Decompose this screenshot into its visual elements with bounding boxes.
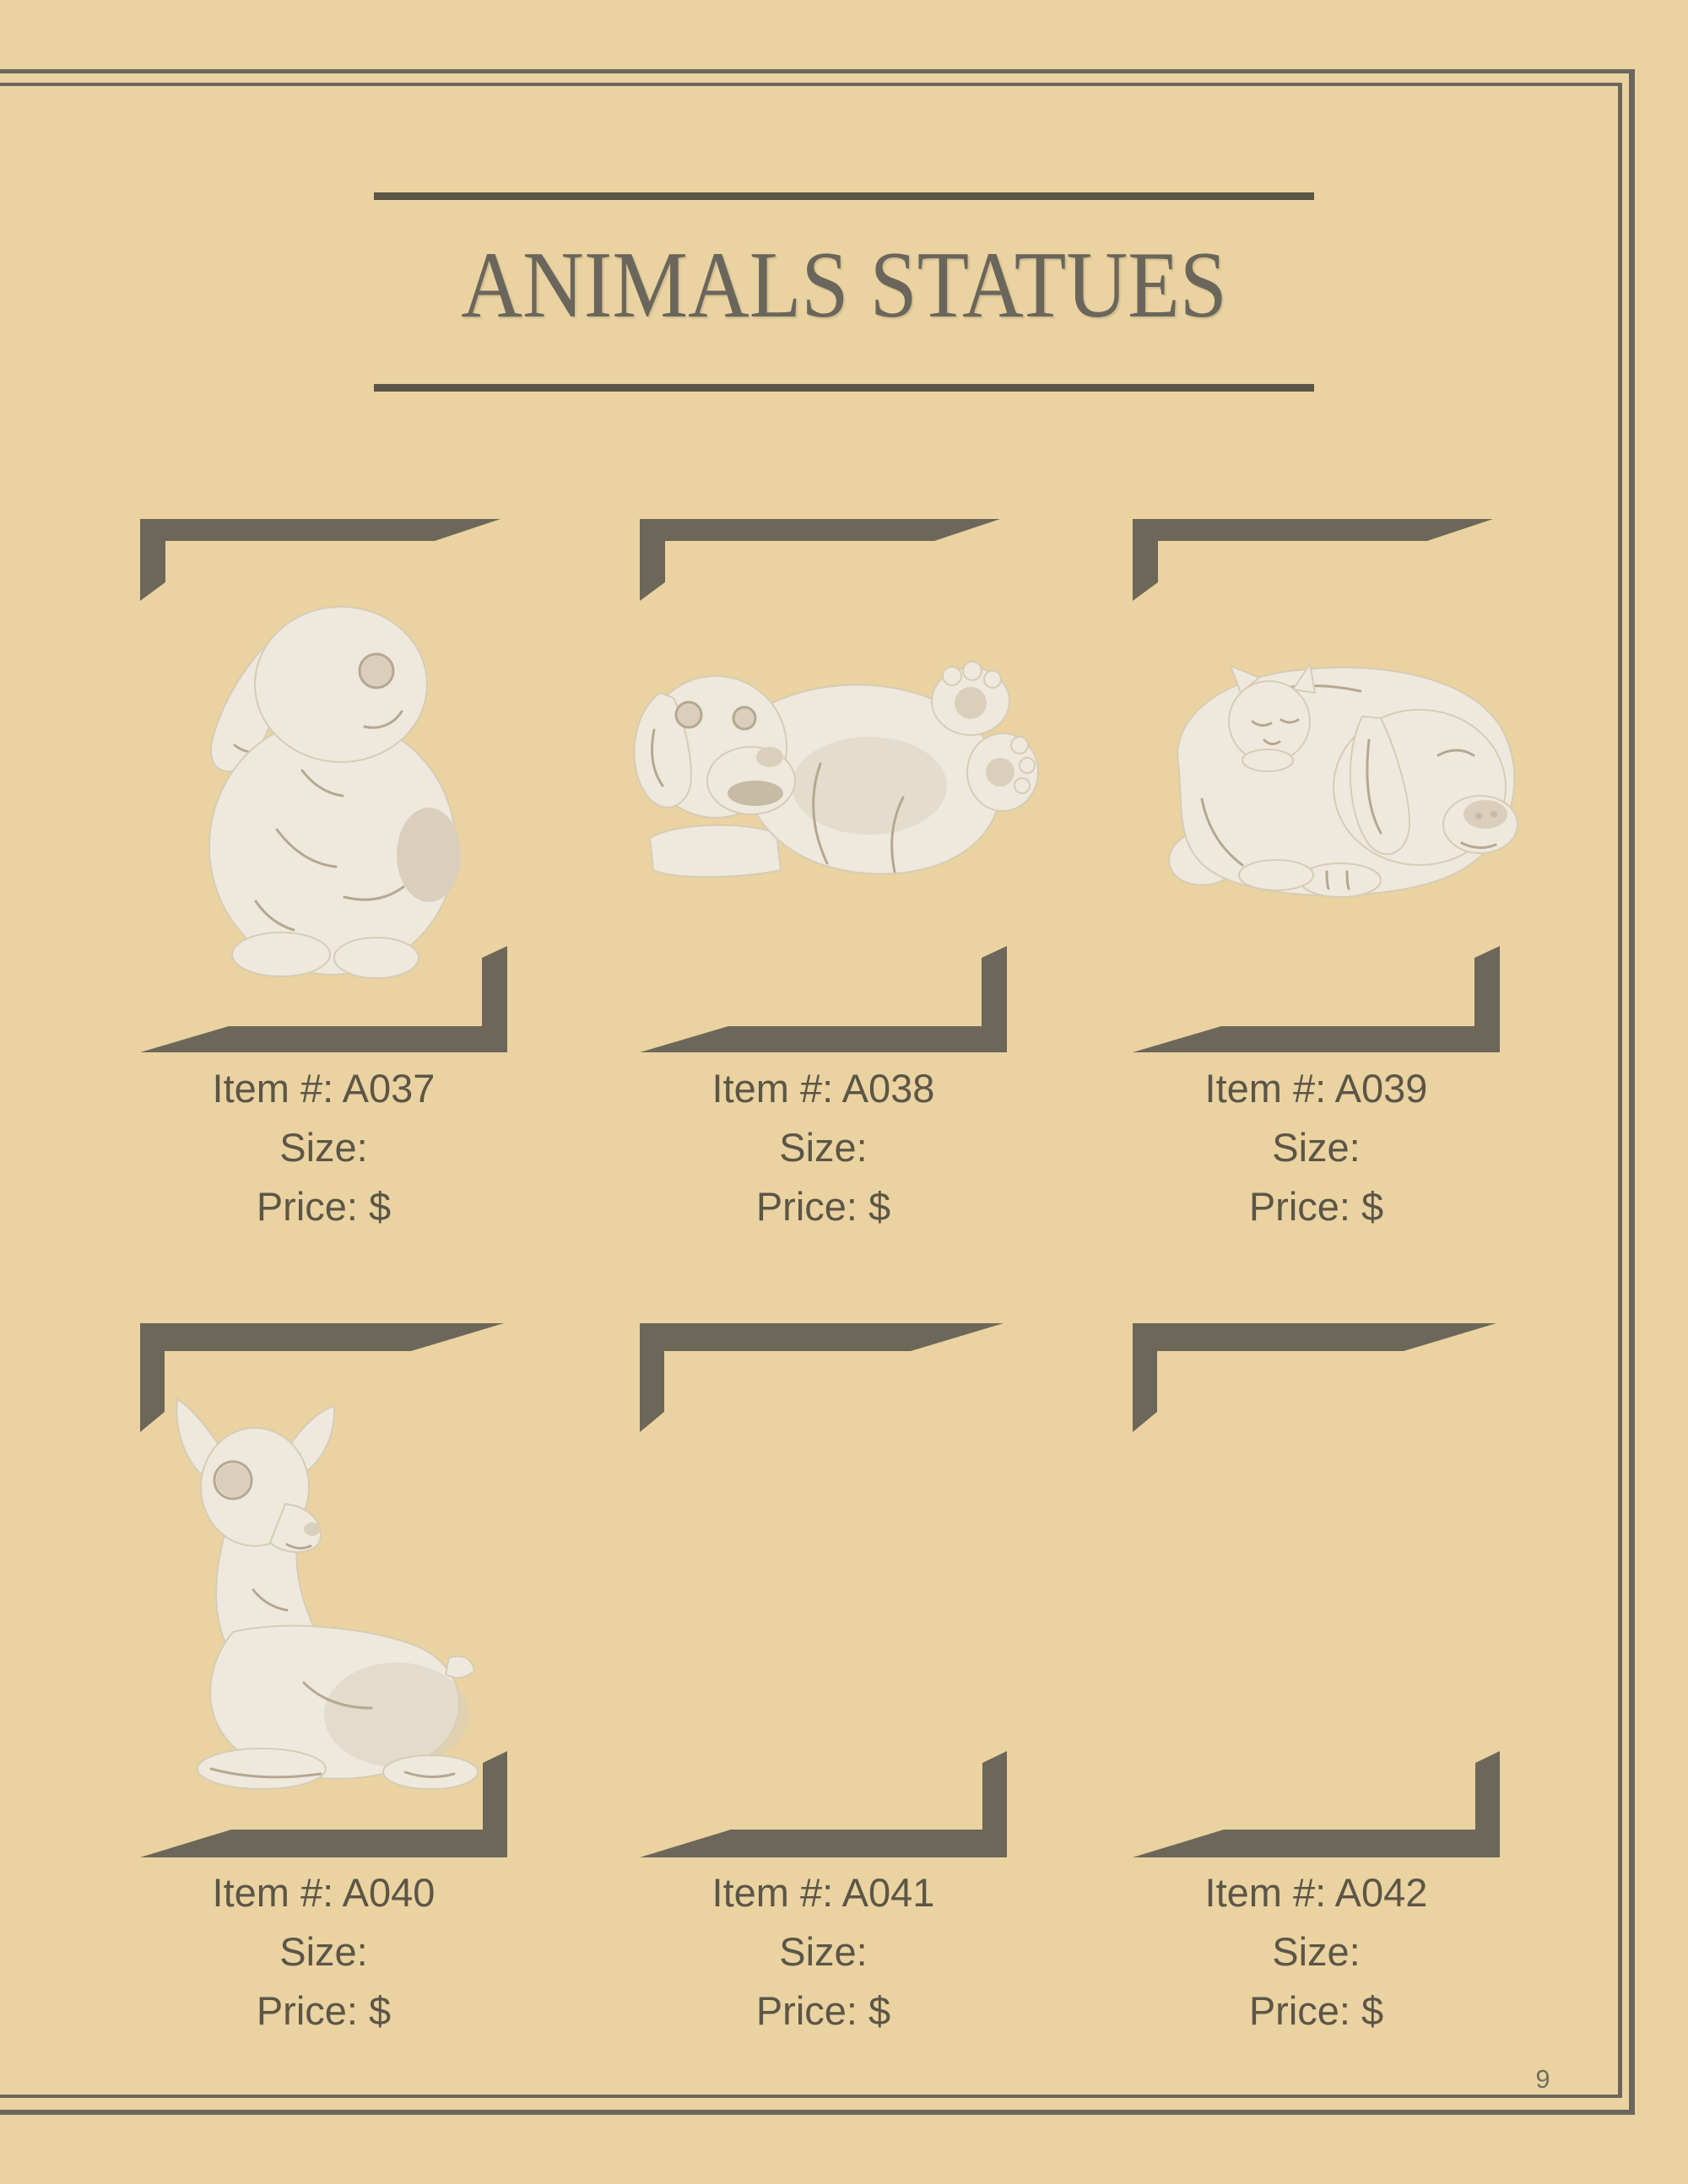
price-label: Price: $ <box>1248 1988 1384 2033</box>
sleeping-dog-and-cat-statue-image <box>1141 622 1529 913</box>
price-label: Price: $ <box>1248 1184 1384 1229</box>
item-labels <box>89 1863 558 2041</box>
puppy-statue-image <box>616 620 1034 899</box>
item-labels <box>89 1059 558 1236</box>
item-card <box>1133 1323 1500 2033</box>
title-rule-bottom <box>374 384 1314 392</box>
price-label: Price: $ <box>755 1988 891 2033</box>
item-card <box>140 519 507 1229</box>
item-labels <box>589 1059 1058 1236</box>
size-label: Size: <box>779 1929 868 1974</box>
item-card <box>640 1323 1007 2033</box>
corner-bracket-top-left <box>1133 519 1493 601</box>
item-number-label: Item #: A037 <box>212 1066 436 1111</box>
item-labels <box>589 1863 1058 2041</box>
page-number: 9 <box>1535 2064 1550 2094</box>
corner-bracket-top-left <box>640 1323 1004 1432</box>
corner-brackets <box>1133 1323 1500 1857</box>
size-label: Size: <box>1272 1929 1361 1974</box>
corner-brackets <box>640 1323 1007 1857</box>
price-label: Price: $ <box>755 1184 891 1229</box>
size-label: Size: <box>279 1929 368 1974</box>
deer-statue-image <box>152 1379 477 1805</box>
item-number-label: Item #: A039 <box>1204 1066 1428 1111</box>
item-labels <box>1082 1863 1550 2041</box>
item-card <box>640 519 1007 1229</box>
size-label: Size: <box>779 1125 868 1170</box>
corner-bracket-bottom-right <box>640 946 1007 1052</box>
corner-bracket-top-left <box>640 519 1000 601</box>
size-label: Size: <box>279 1125 368 1170</box>
item-number-label: Item #: A041 <box>711 1870 935 1915</box>
item-card <box>140 1323 507 2033</box>
price-label: Price: $ <box>256 1988 392 2033</box>
item-number-label: Item #: A038 <box>711 1066 935 1111</box>
corner-bracket-bottom-right <box>640 1751 1007 1857</box>
page-title: ANIMALS STATUES <box>461 233 1227 338</box>
size-label: Size: <box>1272 1125 1361 1170</box>
corner-bracket-bottom-right <box>1133 946 1500 1052</box>
corner-bracket-top-left <box>1133 1323 1496 1432</box>
item-number-label: Item #: A042 <box>1204 1870 1428 1915</box>
rabbit-statue-image <box>176 576 471 981</box>
item-labels <box>1082 1059 1550 1236</box>
item-number-label: Item #: A040 <box>212 1870 436 1915</box>
item-card <box>1133 519 1500 1229</box>
title-rule-top <box>374 192 1314 200</box>
corner-bracket-bottom-right <box>1133 1751 1500 1857</box>
price-label: Price: $ <box>256 1184 392 1229</box>
